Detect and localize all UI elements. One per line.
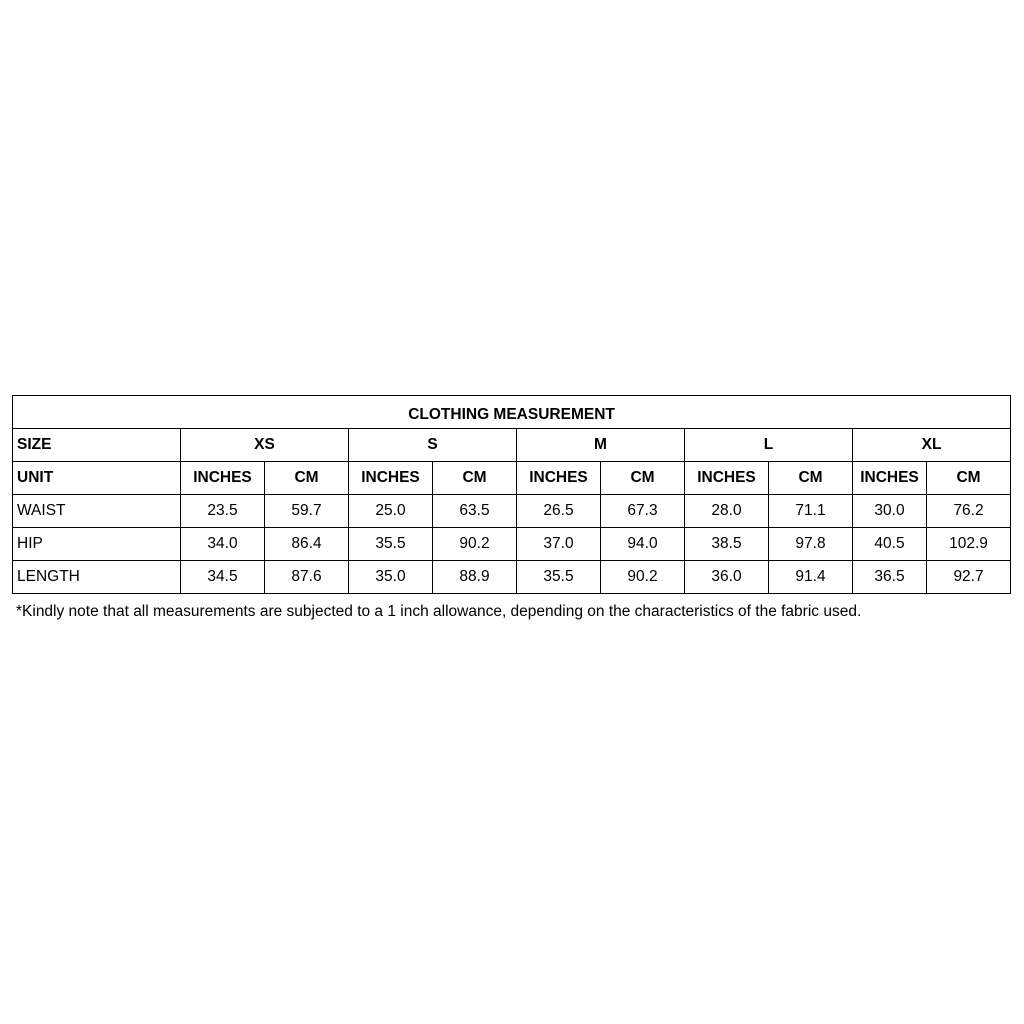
- table-cell: 97.8: [769, 528, 853, 561]
- table-cell: 23.5: [181, 495, 265, 528]
- unit-cm-header: CM: [927, 462, 1011, 495]
- table-cell: 76.2: [927, 495, 1011, 528]
- table-cell: 35.5: [517, 561, 601, 594]
- table-cell: 71.1: [769, 495, 853, 528]
- unit-row: [13, 462, 1011, 495]
- table-cell: 38.5: [685, 528, 769, 561]
- table-cell: 35.0: [349, 561, 433, 594]
- table-cell: 36.0: [685, 561, 769, 594]
- table-cell: 94.0: [601, 528, 685, 561]
- size-m-header: M: [517, 429, 685, 462]
- size-l-header: L: [685, 429, 853, 462]
- table-cell: 67.3: [601, 495, 685, 528]
- table-cell: 91.4: [769, 561, 853, 594]
- row-label-hip: HIP: [13, 528, 181, 561]
- unit-cm-header: CM: [769, 462, 853, 495]
- measurement-table: [12, 395, 1011, 594]
- title-row: [13, 396, 1011, 429]
- unit-inches-header: INCHES: [349, 462, 433, 495]
- table-cell: 34.0: [181, 528, 265, 561]
- size-xl-header: XL: [853, 429, 1011, 462]
- table-cell: 90.2: [433, 528, 517, 561]
- size-s-header: S: [349, 429, 517, 462]
- table-cell: 102.9: [927, 528, 1011, 561]
- table-cell: 36.5: [853, 561, 927, 594]
- table-title: CLOTHING MEASUREMENT: [13, 396, 1011, 429]
- table-cell: 34.5: [181, 561, 265, 594]
- row-label-length: LENGTH: [13, 561, 181, 594]
- allowance-footnote: *Kindly note that all measurements are subjected to a 1 inch allowance, depending on the characteristics of the fabric used.: [16, 603, 862, 620]
- table-cell: 87.6: [265, 561, 349, 594]
- row-label-waist: WAIST: [13, 495, 181, 528]
- table-cell: 90.2: [601, 561, 685, 594]
- table-row-length: [13, 561, 1011, 594]
- table-cell: 30.0: [853, 495, 927, 528]
- unit-inches-header: INCHES: [853, 462, 927, 495]
- table-cell: 25.0: [349, 495, 433, 528]
- table-cell: 40.5: [853, 528, 927, 561]
- table-row-hip: [13, 528, 1011, 561]
- table-cell: 37.0: [517, 528, 601, 561]
- table-cell: 35.5: [349, 528, 433, 561]
- table-row-waist: [13, 495, 1011, 528]
- table-cell: 63.5: [433, 495, 517, 528]
- unit-inches-header: INCHES: [685, 462, 769, 495]
- table-cell: 86.4: [265, 528, 349, 561]
- size-row-label: SIZE: [13, 429, 181, 462]
- table-cell: 92.7: [927, 561, 1011, 594]
- size-row: [13, 429, 1011, 462]
- table-cell: 59.7: [265, 495, 349, 528]
- unit-cm-header: CM: [433, 462, 517, 495]
- table-cell: 88.9: [433, 561, 517, 594]
- table-cell: 28.0: [685, 495, 769, 528]
- size-xs-header: XS: [181, 429, 349, 462]
- unit-cm-header: CM: [265, 462, 349, 495]
- unit-inches-header: INCHES: [517, 462, 601, 495]
- table-cell: 26.5: [517, 495, 601, 528]
- unit-row-label: UNIT: [13, 462, 181, 495]
- unit-cm-header: CM: [601, 462, 685, 495]
- unit-inches-header: INCHES: [181, 462, 265, 495]
